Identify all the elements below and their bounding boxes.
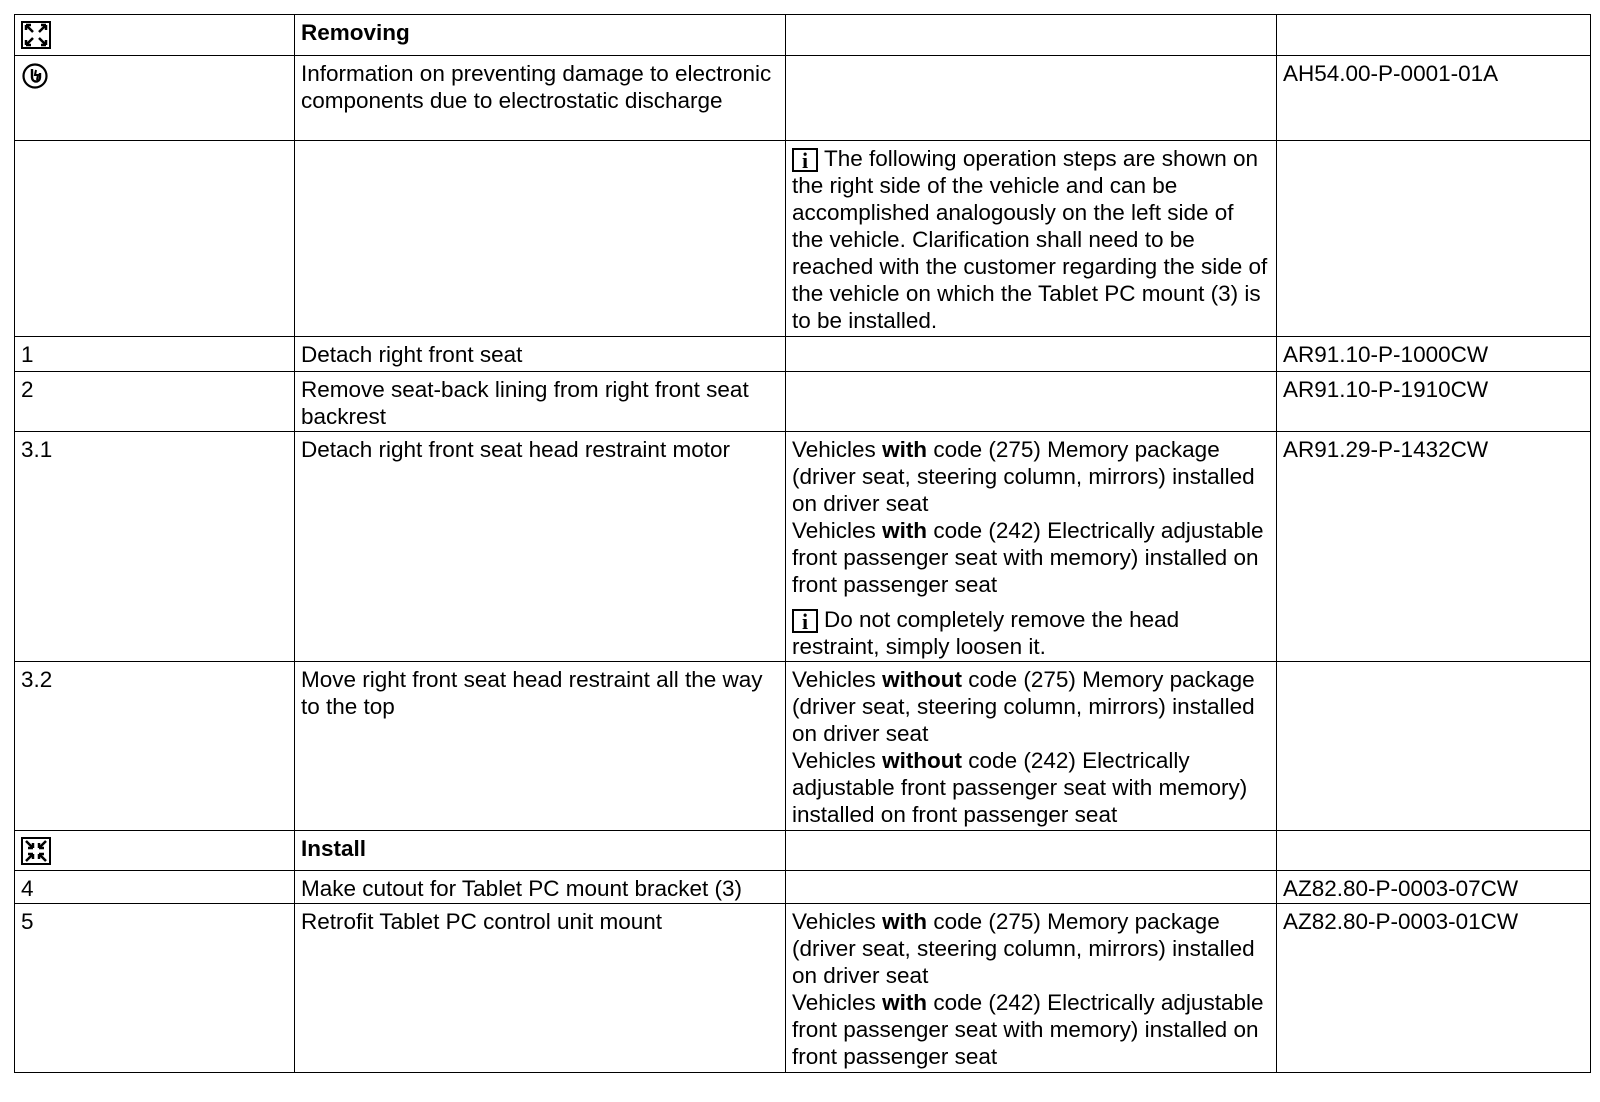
condition-code-242: Vehicles with code (242) Electrically adjustable front passenger seat with memory) installed on front passenger seat <box>792 990 1264 1069</box>
section-heading-removing: Removing <box>295 15 786 56</box>
table-row <box>15 871 1591 904</box>
step-number: 5 <box>15 904 295 1073</box>
step-number: 2 <box>15 372 295 432</box>
step-number: 4 <box>15 871 295 904</box>
step-description <box>295 141 786 337</box>
table-row <box>15 56 1591 141</box>
reference-cell <box>1277 15 1591 56</box>
note-text: The following operation steps are shown on the right side of the vehicle and can be accomplished analogously on the left side of the vehicle. Clarification shall need to be reached with the customer regarding the side of the vehicle on which the Tablet PC mount (3) is to be installed. <box>792 146 1268 333</box>
esd-warning-icon <box>21 62 51 90</box>
condition-code-275: Vehicles without code (275) Memory package (driver seat, steering column, mirrors) installed on driver seat <box>792 667 1255 746</box>
condition-code-275: Vehicles with code (275) Memory package (driver seat, steering column, mirrors) installed on driver seat <box>792 909 1255 988</box>
procedure-table <box>14 14 1591 1073</box>
reference-link[interactable]: AH54.00-P-0001-01A <box>1277 56 1591 141</box>
step-cell <box>15 141 295 337</box>
reference-link[interactable]: AZ82.80-P-0003-01CW <box>1277 904 1591 1073</box>
reference-link[interactable]: AZ82.80-P-0003-07CW <box>1277 871 1591 904</box>
step-cell <box>15 56 295 141</box>
note-text: Do not completely remove the head restraint, simply loosen it. <box>792 607 1180 659</box>
condition-cell <box>786 871 1277 904</box>
condition-cell <box>786 372 1277 432</box>
table-row <box>15 372 1591 432</box>
table-row <box>15 15 1591 56</box>
reference-link[interactable]: AR91.10-P-1000CW <box>1277 337 1591 372</box>
table-row <box>15 662 1591 831</box>
condition-cell <box>786 15 1277 56</box>
note-cell <box>786 141 1277 337</box>
step-number: 1 <box>15 337 295 372</box>
table-row <box>15 831 1591 871</box>
section-heading-install: Install <box>295 831 786 871</box>
condition-cell <box>786 337 1277 372</box>
step-description: Make cutout for Tablet PC mount bracket (3) <box>295 871 786 904</box>
step-description: Retrofit Tablet PC control unit mount <box>295 904 786 1073</box>
condition-code-275: Vehicles with code (275) Memory package (driver seat, steering column, mirrors) installed on driver seat <box>792 437 1255 516</box>
condition-cell <box>786 56 1277 141</box>
reference-cell <box>1277 831 1591 871</box>
condition-cell <box>786 904 1277 1073</box>
info-icon: i <box>792 148 818 172</box>
condition-cell <box>786 662 1277 831</box>
step-cell <box>15 15 295 56</box>
reference-cell <box>1277 662 1591 831</box>
step-description: Information on preventing damage to electronic components due to electrostatic discharge <box>295 56 786 141</box>
remove-arrows-icon <box>21 21 51 49</box>
reference-link[interactable]: AR91.29-P-1432CW <box>1277 432 1591 662</box>
step-cell <box>15 831 295 871</box>
step-description: Detach right front seat <box>295 337 786 372</box>
step-number: 3.1 <box>15 432 295 662</box>
table-row <box>15 432 1591 662</box>
info-icon: i <box>792 609 818 633</box>
condition-cell <box>786 831 1277 871</box>
step-number: 3.2 <box>15 662 295 831</box>
step-description: Move right front seat head restraint all the way to the top <box>295 662 786 831</box>
table-row <box>15 904 1591 1073</box>
reference-link[interactable]: AR91.10-P-1910CW <box>1277 372 1591 432</box>
reference-cell <box>1277 141 1591 337</box>
step-description: Remove seat-back lining from right front seat backrest <box>295 372 786 432</box>
condition-code-242: Vehicles without code (242) Electrically adjustable front passenger seat with memory) installed on front passenger seat <box>792 748 1248 827</box>
table-row <box>15 337 1591 372</box>
condition-cell <box>786 432 1277 662</box>
condition-code-242: Vehicles with code (242) Electrically adjustable front passenger seat with memory) installed on front passenger seat <box>792 518 1264 597</box>
table-row <box>15 141 1591 337</box>
step-description: Detach right front seat head restraint motor <box>295 432 786 662</box>
install-arrows-icon <box>21 837 51 865</box>
